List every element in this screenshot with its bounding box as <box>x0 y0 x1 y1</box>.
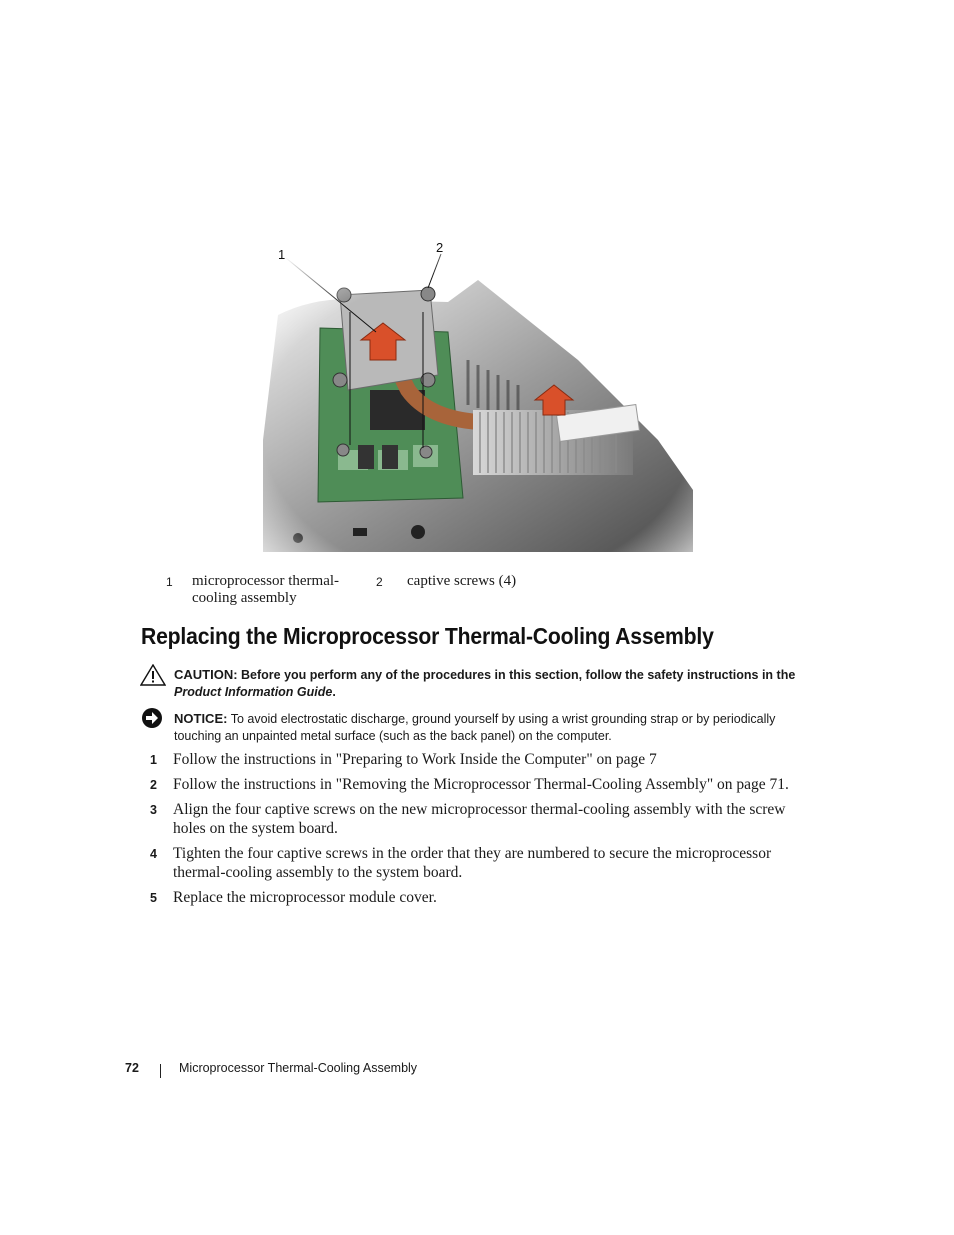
step-5 <box>150 888 820 907</box>
page-footer <box>125 1061 418 1075</box>
callout-2: 2 <box>436 240 444 255</box>
step-text: Replace the microprocessor module cover. <box>173 889 437 906</box>
caution-note <box>140 664 820 700</box>
step-3 <box>150 800 820 838</box>
callout-1: 1 <box>278 247 286 262</box>
legend-num-1: 1 <box>166 575 173 589</box>
step-text: Follow the instructions in "Removing the Microprocessor Thermal-Cooling Assembly" on page 71. <box>173 776 789 793</box>
footer-title: Microprocessor Thermal-Cooling Assembly <box>179 1061 418 1075</box>
notice-label: NOTICE: <box>174 711 228 726</box>
caution-label: CAUTION: <box>174 667 238 682</box>
step-number: 5 <box>150 891 157 905</box>
footer-divider <box>160 1064 161 1078</box>
notice-text: To avoid electrostatic discharge, ground yourself by using a wrist grounding strap or by periodically touching an unpainted metal surface (such as the back panel) on the computer. <box>174 712 776 743</box>
step-number: 1 <box>150 753 157 767</box>
step-1 <box>150 750 820 769</box>
thermal-cooling-assembly-figure <box>258 240 698 555</box>
legend-text-1: microprocessor thermal-cooling assembly <box>192 573 340 606</box>
caution-triangle-icon <box>140 664 166 686</box>
caution-emphasis: Product Information Guide <box>174 685 333 699</box>
section-title: Replacing the Microprocessor Thermal-Cooling Assembly <box>141 623 714 649</box>
step-text: Follow the instructions in "Preparing to Work Inside the Computer" on page 7 <box>173 751 657 768</box>
legend-num-2: 2 <box>376 575 383 589</box>
step-number: 4 <box>150 847 157 861</box>
notice-note <box>140 707 820 743</box>
procedure-steps <box>150 750 820 913</box>
step-2 <box>150 775 820 794</box>
step-4 <box>150 844 820 882</box>
assembly-illustration <box>258 240 698 555</box>
step-text: Tighten the four captive screws in the order that they are numbered to secure the microprocessor thermal-cooling assembly to the system board. <box>173 845 772 881</box>
caution-text: Before you perform any of the procedures in this section, follow the safety instructions in the <box>241 668 796 682</box>
step-number: 2 <box>150 778 157 792</box>
caution-end: . <box>332 685 336 699</box>
notice-arrow-icon <box>140 707 166 729</box>
page-number: 72 <box>125 1061 139 1075</box>
step-text: Align the four captive screws on the new microprocessor thermal-cooling assembly with the screw holes on the system board. <box>173 801 786 837</box>
step-number: 3 <box>150 803 157 817</box>
legend-text-2: captive screws (4) <box>407 573 517 589</box>
